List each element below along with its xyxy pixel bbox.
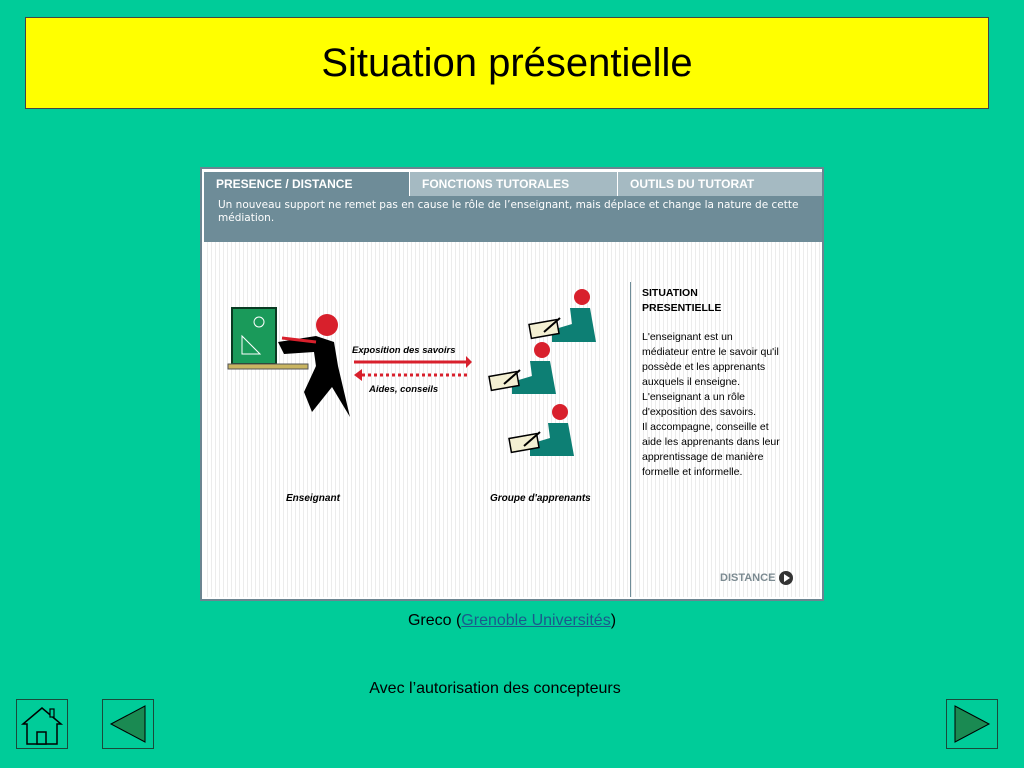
arrow-aides: [354, 369, 470, 381]
label-exposition: Exposition des savoirs: [352, 345, 456, 356]
learner-figure-icon-3: [509, 404, 574, 456]
tab-bar: [204, 172, 822, 196]
slide-title: Situation présentielle: [321, 40, 693, 85]
credit-suffix: ): [610, 612, 617, 629]
intro-text: Un nouveau support ne remet pas en cause le rôle de l’enseignant, mais déplace et change la nature de cette médiation.: [204, 196, 822, 242]
arrow-exposition: [354, 356, 472, 368]
sidebar-divider: [630, 282, 631, 597]
distance-label: DISTANCE: [720, 572, 776, 584]
sidebar-title-line1: SITUATION: [642, 287, 698, 299]
tab-fonctions-tutorales[interactable]: FONCTIONS TUTORALES: [409, 172, 617, 196]
previous-slide-button[interactable]: [102, 699, 154, 749]
slide-title-box: [25, 17, 989, 109]
app-screenshot-frame: [200, 167, 824, 601]
presence-diagram: [204, 242, 630, 597]
credit-link[interactable]: Grenoble Universités: [461, 612, 611, 629]
credit-line: [0, 612, 1024, 630]
triangle-left-icon: [103, 700, 153, 748]
credit-prefix: Greco (: [407, 612, 462, 629]
learner-figure-icon-2: [489, 342, 556, 394]
home-icon: [17, 700, 67, 748]
play-circle-icon: [779, 571, 793, 585]
next-slide-button[interactable]: [946, 699, 998, 749]
learner-figure-icon-1: [529, 289, 596, 342]
distance-next-button[interactable]: [720, 571, 793, 585]
home-button[interactable]: [16, 699, 68, 749]
sidebar-title: [642, 286, 812, 316]
label-enseignant: Enseignant: [286, 493, 340, 504]
label-groupe: Groupe d'apprenants: [490, 493, 591, 504]
sidebar-title-line2: PRESENTIELLE: [642, 302, 722, 314]
sidebar-text: L'enseignant est un médiateur entre le savoir qu'il possède et les apprenants auxquels il enseigne. L'enseignant a un rôle d'exposition des savoirs. Il accompagne, conseille et aide les apprenants dans leur apprentissage de manière formelle et informelle.: [642, 331, 780, 478]
label-aides: Aides, conseils: [369, 384, 439, 395]
tab-outils-du-tutorat[interactable]: OUTILS DU TUTORAT: [617, 172, 822, 196]
authorization-text: Avec l’autorisation des concepteurs: [369, 680, 621, 697]
triangle-right-icon: [947, 700, 997, 748]
tab-presence-distance[interactable]: PRESENCE / DISTANCE: [204, 172, 409, 196]
